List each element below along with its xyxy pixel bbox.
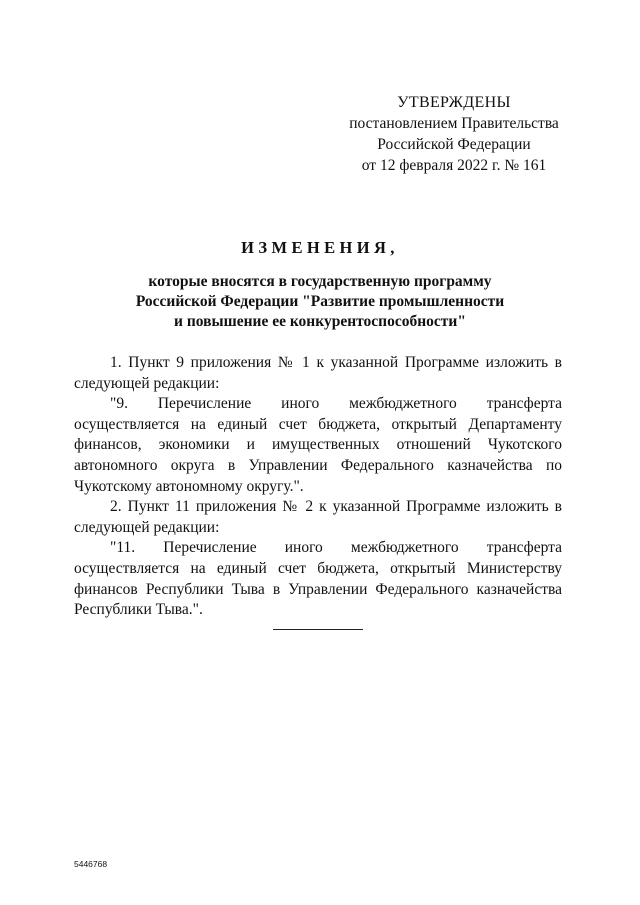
closing-divider: [273, 629, 363, 630]
paragraph-3: 2. Пункт 11 приложения № 2 к указанной Программе изложить в следующей редакции:: [74, 498, 562, 536]
approval-title: УТВЕРЖДЕНЫ: [397, 94, 511, 111]
approval-line-2: Российской Федерации: [377, 136, 531, 153]
document-heading: [60, 238, 580, 332]
document-title: ИЗМЕНЕНИЯ,: [241, 238, 399, 257]
paragraph-2: "9. Перечисление иного межбюджетного трансферта осуществляется на единый счет бюджета, открытый Департаменту финансов, экономики и имущественных отношений Чукотского автономного округа в Управлении Федерального казначейства по Чукотскому автономному округу.".: [74, 395, 562, 495]
approval-line-1: постановлением Правительства: [349, 115, 559, 132]
paragraph-1: 1. Пункт 9 приложения № 1 к указанной Программе изложить в следующей редакции:: [74, 354, 562, 392]
document-subtitle-1: которые вносятся в государственную программу: [148, 273, 492, 290]
approval-line-3: от 12 февраля 2022 г. № 161: [361, 157, 547, 174]
document-subtitle-2: Российской Федерации "Развитие промышленности: [135, 293, 505, 310]
paragraph-4: "11. Перечисление иного межбюджетного трансферта осуществляется на единый счет бюджета, открытый Министерству финансов Республики Тыва в Управлении Федерального казначейства Республики Тыва.".: [74, 539, 562, 619]
document-subtitle-3: и повышение ее конкурентоспособности": [174, 313, 466, 330]
approval-stamp: [340, 92, 568, 176]
document-body: [74, 353, 562, 621]
document-id: 5446768: [74, 859, 108, 869]
